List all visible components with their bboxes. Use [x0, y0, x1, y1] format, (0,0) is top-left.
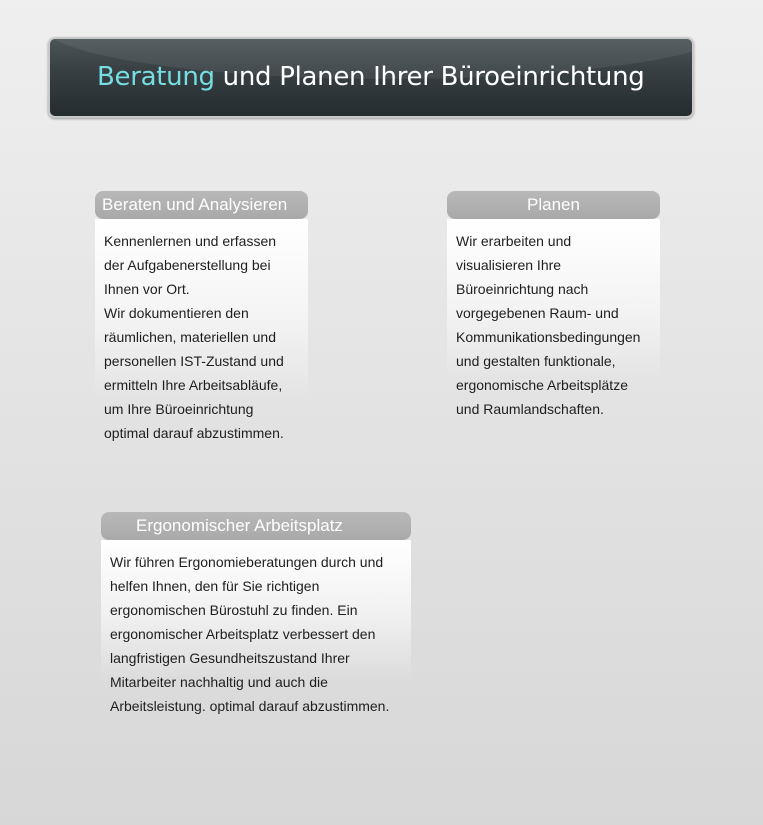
section-text-line: Ihnen vor Ort. — [104, 281, 190, 297]
section-text-line: und Raumlandschaften. — [456, 401, 604, 417]
page-header-banner — [48, 37, 694, 118]
section-text-line: Kennenlernen und erfassen — [104, 233, 277, 249]
section-text-line: Wir erarbeiten und — [456, 233, 572, 249]
section-ergonomischer-arbeitsplatz — [101, 512, 411, 718]
page-title-accent: Beratung — [97, 62, 215, 92]
section-text-line: personellen IST-Zustand und — [104, 353, 284, 369]
section-text-line: ergonomische Arbeitsplätze — [456, 377, 628, 393]
section-text-line: Büroeinrichtung nach — [456, 281, 589, 297]
section-text-line: visualisieren Ihre — [456, 257, 562, 273]
section-title: Beraten und Analysieren — [95, 191, 308, 219]
section-planen — [447, 191, 660, 421]
section-text-line: optimal darauf abzustimmen. — [104, 425, 284, 441]
section-text-line: Kommunikationsbedingungen — [456, 329, 641, 345]
section-text-line: räumlichen, materiellen und — [104, 329, 276, 345]
section-text-line: Wir dokumentieren den — [104, 305, 249, 321]
section-text-line: ergonomischen Bürostuhl zu finden. Ein — [110, 602, 358, 618]
section-title: Planen — [447, 191, 660, 219]
section-text-line: Mitarbeiter nachhaltig und auch die — [110, 674, 328, 690]
section-body — [447, 219, 660, 421]
section-text-line: und gestalten funktionale, — [456, 353, 616, 369]
section-body — [101, 540, 411, 718]
section-text-line: der Aufgabenerstellung bei — [104, 257, 271, 273]
section-text-line: Wir führen Ergonomieberatungen durch und — [110, 554, 384, 570]
page-title-rest: und Planen Ihrer Büroeinrichtung — [214, 62, 645, 92]
section-beraten-analysieren — [95, 191, 308, 445]
section-body — [95, 219, 308, 445]
section-title: Ergonomischer Arbeitsplatz — [101, 512, 411, 540]
section-text-line: helfen Ihnen, den für Sie richtigen — [110, 578, 320, 594]
section-text-line: langfristigen Gesundheitszustand Ihrer — [110, 650, 350, 666]
section-text-line: Arbeitsleistung. optimal darauf abzustimmen. — [110, 698, 390, 714]
section-text-line: ermitteln Ihre Arbeitsabläufe, — [104, 377, 283, 393]
section-text-line: ergonomischer Arbeitsplatz verbessert den — [110, 626, 376, 642]
section-text-line: vorgegebenen Raum- und — [456, 305, 619, 321]
page-title — [97, 62, 644, 92]
section-text-line: um Ihre Büroeinrichtung — [104, 401, 254, 417]
